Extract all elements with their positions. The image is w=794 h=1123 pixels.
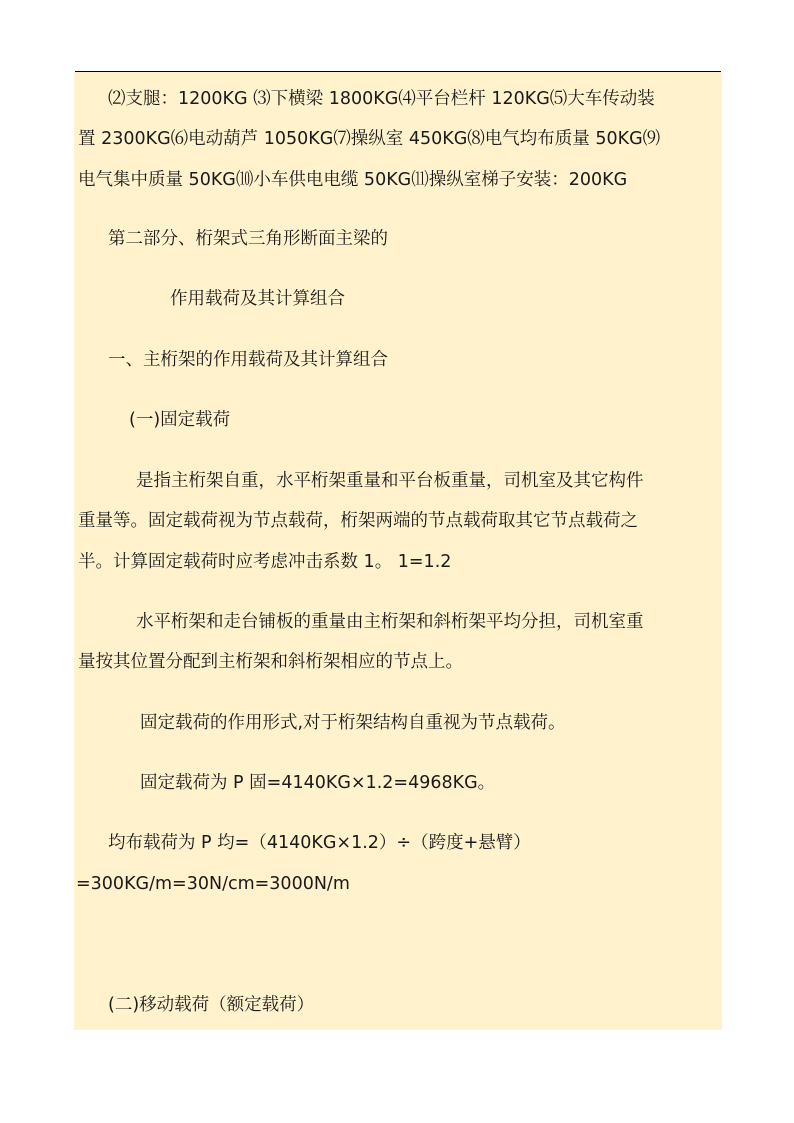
- fixed-load-formula: 固定载荷为 P 固=4140KG×1.2=4968KG。: [140, 773, 496, 793]
- subsection-title-moving-load: (二)移动载荷（额定载荷）: [108, 995, 315, 1015]
- paragraph-1-line-2: 重量等。固定载荷视为节点载荷，桁架两端的节点载荷取其它节点载荷之: [78, 511, 638, 531]
- uniform-load-formula: 均布载荷为 P 均=（4140KG×1.2）÷（跨度+悬臂）: [108, 833, 531, 853]
- paragraph-2-line-2: 量按其位置分配到主桁架和斜桁架相应的节点上。: [78, 652, 463, 672]
- paragraph-2-line-1: 水平桁架和走台铺板的重量由主桁架和斜桁架平均分担，司机室重: [136, 612, 644, 632]
- section-heading-continued: 作用载荷及其计算组合: [170, 289, 345, 309]
- subsection-heading: 一、主桁架的作用载荷及其计算组合: [108, 350, 388, 370]
- paragraph-3: 固定载荷的作用形式,对于桁架结构自重视为节点载荷。: [140, 713, 566, 733]
- document-body: [74, 72, 722, 1030]
- section-heading: 第二部分、桁架式三角形断面主梁的: [108, 229, 388, 249]
- paragraph-1-line-1: 是指主桁架自重，水平桁架重量和平台板重量，司机室及其它构件: [136, 471, 644, 491]
- text-line-3: 电气集中质量 50KG⑽小车供电电缆 50KG⑾操纵室梯子安装：200KG: [78, 170, 628, 190]
- paragraph-1-line-3: 半。计算固定载荷时应考虑冲击系数 1。 1=1.2: [78, 552, 452, 572]
- subsection-title-fixed-load: (一)固定载荷: [129, 410, 231, 430]
- uniform-load-result: =300KG/m=30N/cm=3000N/m: [76, 874, 350, 894]
- text-line-1: ⑵支腿：1200KG ⑶下横梁 1800KG⑷平台栏杆 120KG⑸大车传动装: [108, 89, 655, 109]
- text-line-2: 置 2300KG⑹电动葫芦 1050KG⑺操纵室 450KG⑻电气均布质量 50KG⑼: [78, 129, 661, 149]
